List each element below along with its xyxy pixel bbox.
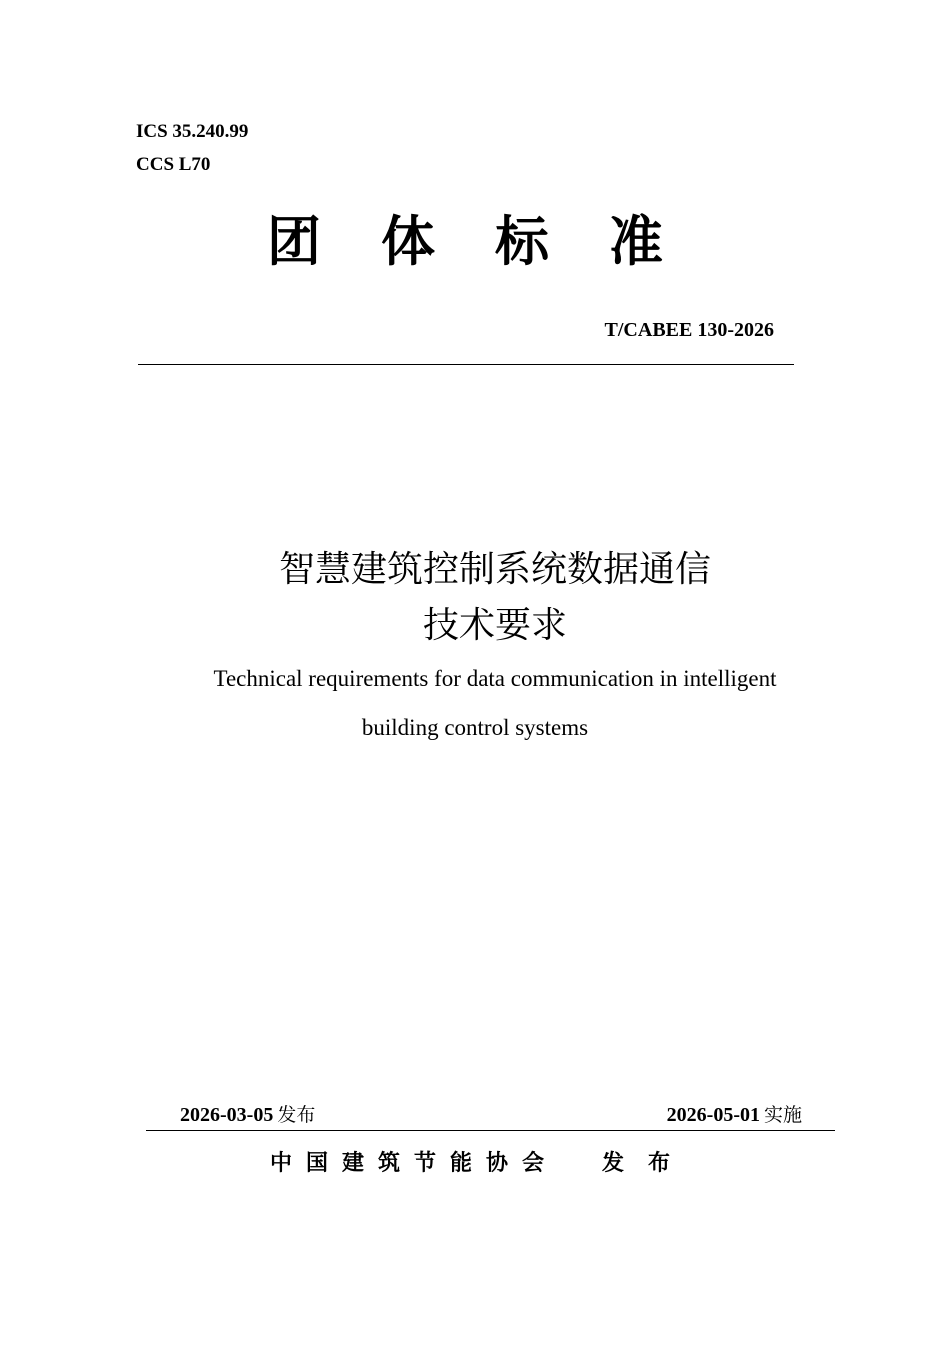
publisher-line bbox=[270, 1150, 694, 1178]
issue-label: 发布 bbox=[277, 1104, 316, 1126]
english-title-line-1: Technical requirements for data communication in intelligent bbox=[213, 666, 777, 691]
chinese-title-line-1: 智慧建筑控制系统数据通信 bbox=[278, 549, 711, 590]
publish-label: 发布 bbox=[602, 1151, 695, 1176]
implementation-label: 实施 bbox=[763, 1104, 802, 1126]
chinese-title-line-2: 技术要求 bbox=[422, 605, 567, 646]
standard-number: T/CABEE 130-2026 bbox=[604, 319, 774, 341]
implementation-date-value: 2026-05-01 bbox=[666, 1104, 760, 1126]
issue-date-value: 2026-03-05 bbox=[180, 1104, 274, 1126]
document-type-heading: 团体标准 bbox=[267, 210, 723, 273]
implementation-date bbox=[667, 1103, 802, 1127]
ics-code: ICS 35.240.99 bbox=[136, 121, 249, 142]
english-title-line-2: building control systems bbox=[361, 715, 589, 740]
publisher-name: 中国建筑节能协会 bbox=[270, 1151, 559, 1176]
bottom-divider bbox=[146, 1130, 835, 1131]
issue-date bbox=[180, 1103, 315, 1127]
ccs-code: CCS L70 bbox=[136, 154, 211, 175]
top-divider bbox=[138, 364, 794, 365]
